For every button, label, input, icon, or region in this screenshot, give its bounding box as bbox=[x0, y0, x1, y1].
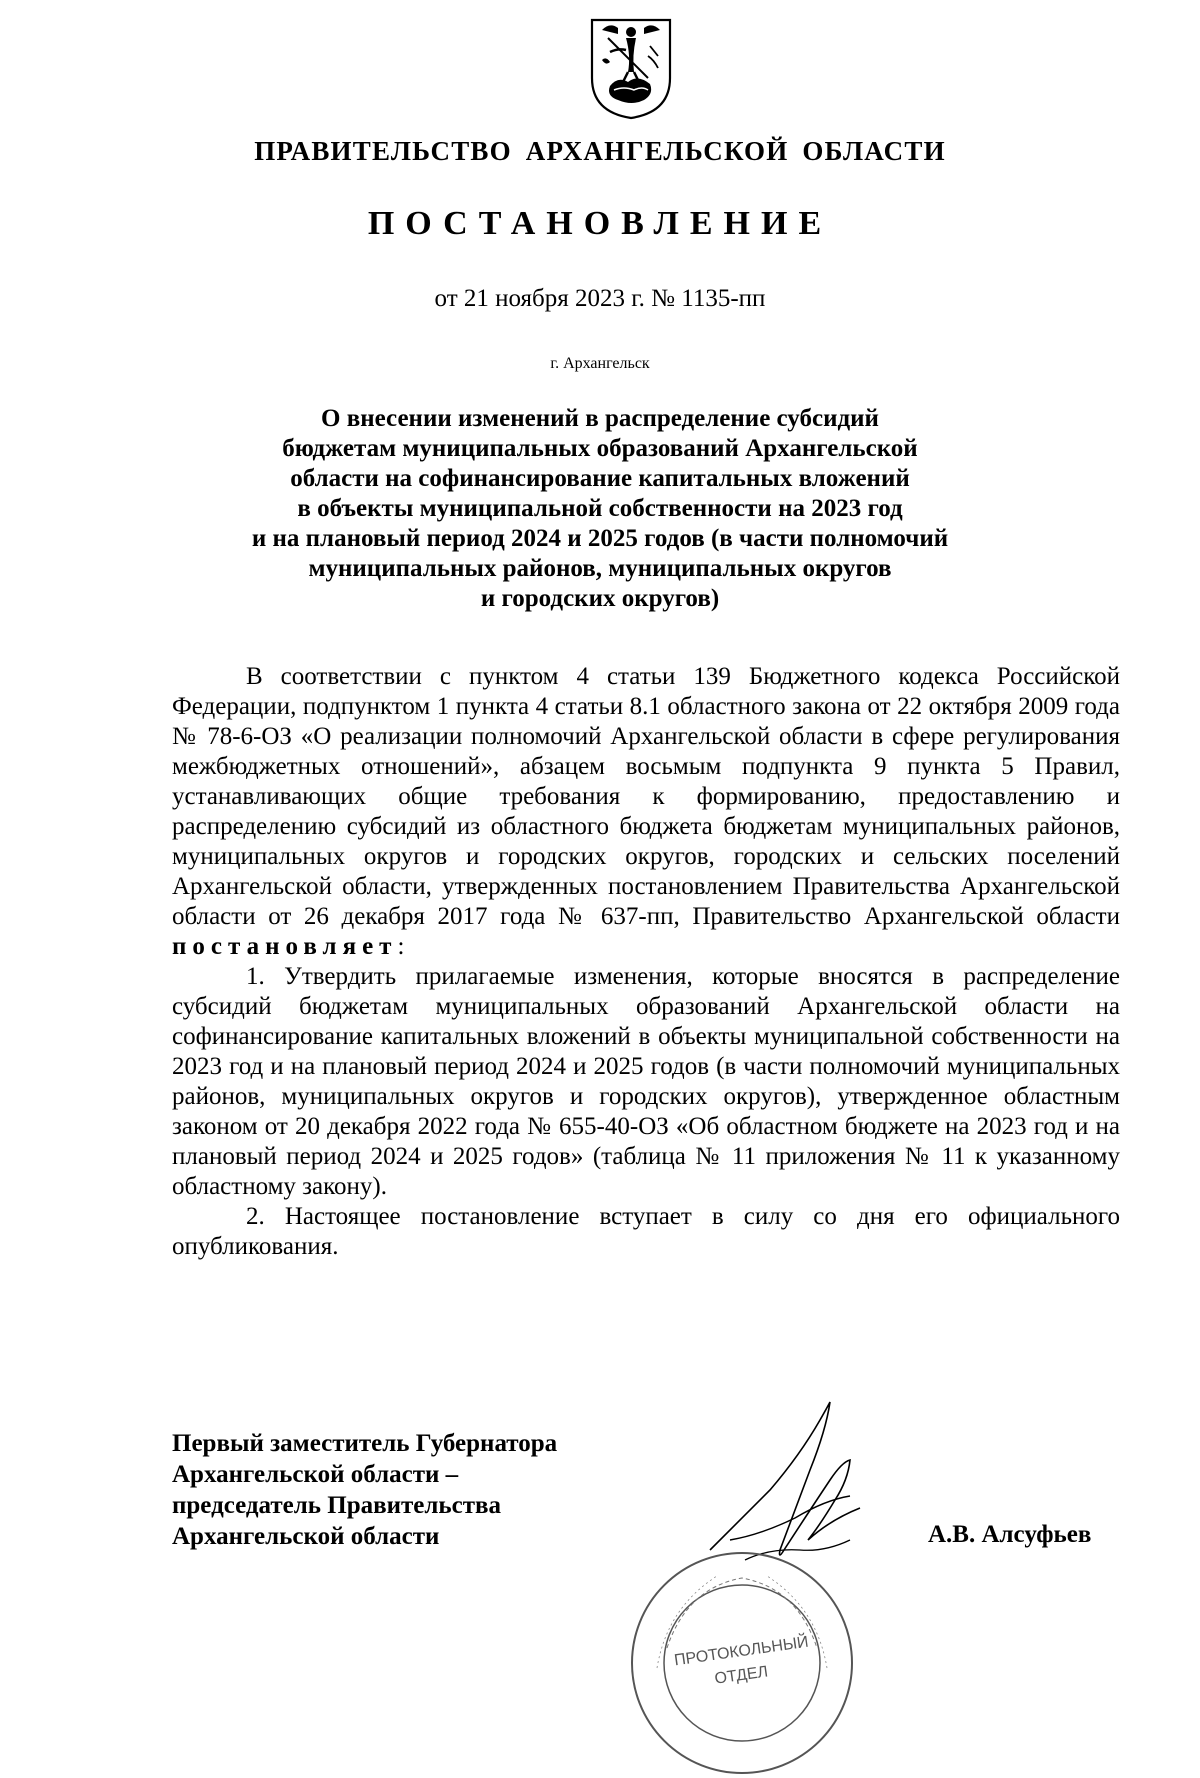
signatory-title-line: Первый заместитель Губернатора bbox=[172, 1430, 558, 1457]
subject-line: О внесении изменений в распределение субсидий bbox=[321, 405, 879, 432]
subject-line: муниципальных районов, муниципальных округов bbox=[308, 555, 892, 582]
coat-of-arms-icon bbox=[588, 16, 674, 120]
subject-line: и на плановый период 2024 и 2025 годов (в части полномочий bbox=[251, 525, 949, 552]
signatory-title bbox=[172, 1428, 557, 1552]
preamble-paragraph bbox=[172, 662, 1120, 962]
item-2-paragraph: 2. Настоящее постановление вступает в силу со дня его официального опубликования. bbox=[172, 1203, 1120, 1260]
stamp-text-1: ПРОТОКОЛЬНЫЙ bbox=[673, 1633, 810, 1670]
signatory-title-line: Архангельской области – bbox=[172, 1461, 459, 1488]
document-subject bbox=[230, 404, 970, 614]
signature-icon bbox=[700, 1400, 870, 1565]
document-date-number: от 21 ноября 2023 г. № 1135-пп bbox=[434, 285, 766, 312]
subject-line: и городских округов) bbox=[480, 585, 720, 612]
decree-word: постановляет bbox=[172, 933, 398, 960]
signatory-name: А.В. Алсуфьев bbox=[928, 1521, 1092, 1548]
signatory-title-line: председатель Правительства bbox=[172, 1492, 502, 1519]
subject-line: бюджетам муниципальных образований Архангельской bbox=[282, 435, 918, 462]
stamp-text-2: ОТДЕЛ bbox=[713, 1663, 770, 1688]
preamble-text: В соответствии с пунктом 4 статьи 139 Бюджетного кодекса Российской Федерации, подпунктом 1 пункта 4 статьи 8.1 областного закона от 22 октября 2009 года № 78-6-ОЗ «О реализации полномочий Архангельской области в сфере регулирования межбюджетных отношений», абзацем восьмым подпункта 9 пункта 5 Правил, устанавливающих общие требования к формированию, предоставлению и распределению субсидий из областного бюджета бюджетам муниципальных районов, муниципальных округов и городских округов, городских и сельских поселений Архангельской области, утвержденных постановлением Правительства Архангельской области от 26 декабря 2017 года № 637-пп, Правительство Архангельской области bbox=[172, 663, 1120, 930]
document-body bbox=[172, 662, 1120, 1262]
decree-colon: : bbox=[397, 933, 405, 960]
seal-stamp-icon bbox=[627, 1548, 857, 1778]
item-1-paragraph: 1. Утвердить прилагаемые изменения, которые вносятся в распределение субсидий бюджетам муниципальных образований Архангельской области на софинансирование капитальных вложений в объекты муниципальной собственности на 2023 год и на плановый период 2024 и 2025 годов (в части полномочий муниципальных районов, муниципальных округов и городских округов), утвержденное областным законом от 20 декабря 2022 года № 655-40-ОЗ «Об областном бюджете на 2023 год и на плановый период 2024 и 2025 годов» (таблица № 11 приложения № 11 к указанному областному закону). bbox=[172, 963, 1120, 1200]
document-city: г. Архангельск bbox=[550, 355, 650, 372]
subject-line: области на софинансирование капитальных вложений bbox=[290, 465, 910, 492]
signatory-title-line: Архангельской области bbox=[172, 1523, 440, 1550]
document-type: ПОСТАНОВЛЕНИЕ bbox=[367, 205, 833, 242]
subject-line: в объекты муниципальной собственности на 2023 год bbox=[297, 495, 903, 522]
government-name: ПРАВИТЕЛЬСТВО АРХАНГЕЛЬСКОЙ ОБЛАСТИ bbox=[254, 136, 946, 166]
